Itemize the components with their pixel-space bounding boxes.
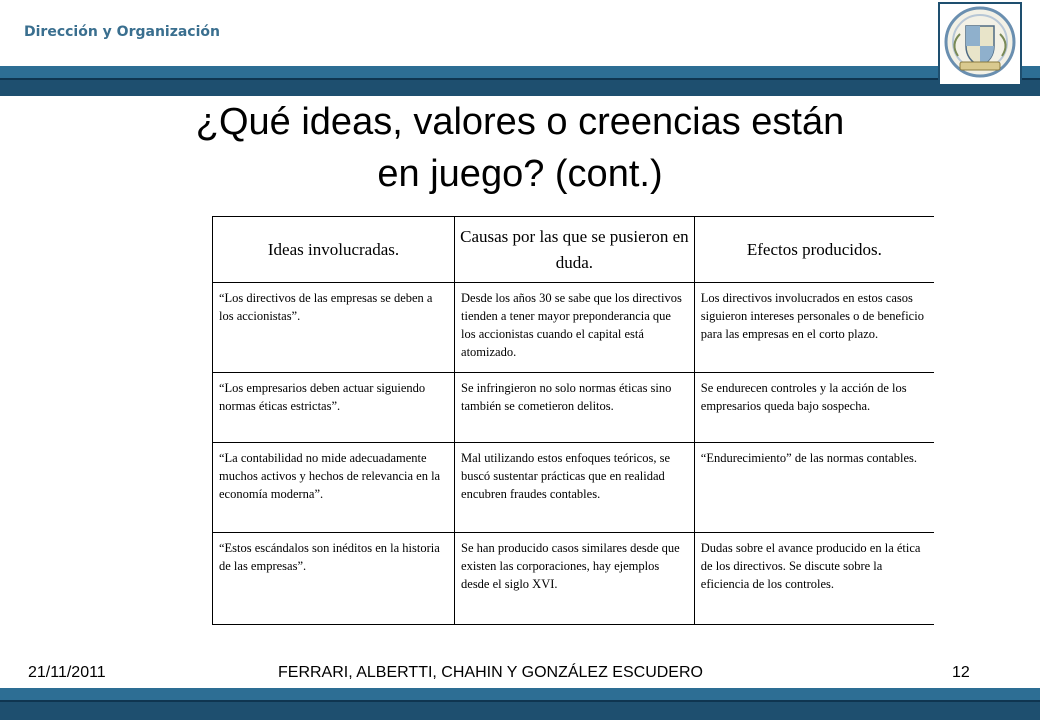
- table-cell: Dudas sobre el avance producido en la ética de los directivos. Se discute sobre la eficiencia de los controles.: [694, 533, 934, 625]
- footer-author: FERRARI, ALBERTTI, CHAHIN Y GONZÁLEZ ESCUDERO: [278, 664, 703, 681]
- table-cell: Se endurecen controles y la acción de los empresarios queda bajo sospecha.: [694, 373, 934, 443]
- footer-date: 21/11/2011: [28, 664, 106, 681]
- table-cell: “Estos escándalos son inéditos en la historia de las empresas”.: [213, 533, 455, 625]
- table-cell: Se han producido casos similares desde que existen las corporaciones, hay ejemplos desde el siglo XVI.: [455, 533, 695, 625]
- ideas-table: [212, 216, 934, 624]
- table-cell: Mal utilizando estos enfoques teóricos, se buscó sustentar prácticas que en realidad encubren fraudes contables.: [455, 443, 695, 533]
- table-cell: “La contabilidad no mide adecuadamente muchos activos y hechos de relevancia en la economía moderna”.: [213, 443, 455, 533]
- table-row: [213, 533, 935, 625]
- table-cell: “Los empresarios deben actuar siguiendo normas éticas estrictas”.: [213, 373, 455, 443]
- table-cell: Se infringieron no solo normas éticas sino también se cometieron delitos.: [455, 373, 695, 443]
- page-number: 12: [952, 664, 970, 681]
- table-row: [213, 443, 935, 533]
- header-label: Dirección y Organización: [24, 24, 220, 40]
- table-row: [213, 283, 935, 373]
- slide-title: [40, 96, 1000, 200]
- table-cell: Desde los años 30 se sabe que los directivos tienden a tener mayor preponderancia que los accionistas cuando el capital está atomizado.: [455, 283, 695, 373]
- table-header-row: [213, 217, 935, 283]
- slide-title-line-1: ¿Qué ideas, valores o creencias están: [195, 101, 845, 143]
- table-header-cell: Ideas involucradas.: [213, 217, 455, 283]
- table-header-cell: Efectos producidos.: [694, 217, 934, 283]
- table-cell: “Los directivos de las empresas se deben a los accionistas”.: [213, 283, 455, 373]
- bottom-band: [0, 688, 1040, 720]
- table-row: [213, 373, 935, 443]
- top-band: [0, 66, 1040, 96]
- slide-title-line-2: en juego? (cont.): [377, 153, 663, 195]
- table-cell: “Endurecimiento” de las normas contables.: [694, 443, 934, 533]
- table-header-cell: Causas por las que se pusieron en duda.: [455, 217, 695, 283]
- table-cell: Los directivos involucrados en estos casos siguieron intereses personales o de beneficio para las empresas en el corto plazo.: [694, 283, 934, 373]
- university-crest-icon: [938, 2, 1022, 86]
